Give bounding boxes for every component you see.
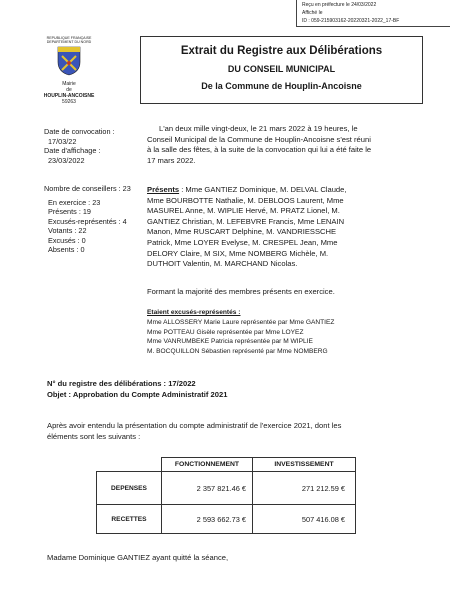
excuses-represented-count: Excusés-représentés : 4 [48, 216, 127, 226]
excused-line: M. BOCQUILLON Sébastien représenté par Mme NOMBERG [147, 348, 328, 356]
presents-line: MASUREL Anne, M. WIPLIE Hervé, M. PRATZ Lionel, M. [147, 206, 340, 216]
header-fonctionnement: FONCTIONNEMENT [162, 458, 253, 472]
presents-line: DELORY Claire, M SIX, Mme NOMBERG Michèle, M. [147, 248, 329, 258]
excused-list [147, 308, 432, 357]
council-title: DU CONSEIL MUNICIPAL [227, 64, 336, 74]
recettes-fonctionnement: 2 593 662.73 € [162, 505, 253, 534]
row-label: DEPENSES [97, 472, 162, 505]
recettes-investissement: 507 416.08 € [253, 505, 356, 534]
registry-block [47, 378, 227, 400]
presents-line: Mme BOURBOTTE Nathalie, M. DEBLOOS Laurent, Mme [147, 195, 344, 205]
presents-line: Manon, Mme RUSCART Delphine, M. VANDRIESSCHE [147, 227, 337, 237]
excuses-count: Excusés : 0 [48, 235, 86, 245]
body-line: éléments sont les suivants : [47, 432, 141, 441]
crest-header: REPUBLIQUE FRANÇAISE DEPARTEMENT DU NORD [46, 36, 92, 44]
excused-line: Mme POTTEAU Gisèle représentée par Mme LOYEZ [147, 328, 304, 336]
council-counts [44, 184, 131, 255]
presents-list [147, 185, 432, 270]
conseillers-count: Nombre de conseillers : 23 [44, 184, 131, 193]
header-investissement: INVESTISSEMENT [253, 458, 356, 472]
intro-paragraph [147, 124, 432, 166]
majority-line: Formant la majorité des membres présents en exercice. [147, 287, 335, 296]
closing-line: Madame Dominique GANTIEZ ayant quitté la séance, [47, 553, 229, 562]
document-title: Extrait du Registre aux Délibérations [180, 45, 383, 57]
intro-line: Conseil Municipal de la Commune de Houplin-Ancoisne s'est réuni [147, 134, 371, 144]
stamp-received: Reçu en préfecture le 24/03/2022 [302, 2, 377, 8]
affichage-date: 23/03/2022 [48, 155, 85, 165]
excused-line: Mme VANRUMBEKE Patricia représentée par M WIPLIE [147, 338, 313, 346]
presents-line: Patrick, Mme LOYER Evelyse, M. CRESPEL Jean, Mme [147, 237, 338, 247]
convocation-date: 17/03/22 [48, 136, 77, 146]
intro-line: à la salle des fêtes, à la suite de la convocation qui lui a été faite le [147, 145, 372, 155]
presents-line: GANTIEZ Christian, M. LEFEBVRE Francis, Mme LENAIN [147, 216, 345, 226]
prefecture-stamp [296, 0, 450, 27]
presents-label: Présents [147, 185, 180, 194]
town-crest [40, 36, 98, 105]
absents-count: Absents : 0 [48, 245, 85, 254]
shield-icon [57, 46, 81, 76]
registry-number: N° du registre des délibérations : 17/2022 [47, 379, 196, 388]
crest-commune: HOUPLIN-ANCOISNE [43, 93, 95, 99]
title-box [140, 36, 423, 104]
commune-title: De la Commune de Houplin-Ancoisne [201, 81, 362, 91]
intro-line: 17 mars 2022. [147, 155, 196, 165]
affichage-label: Date d'affichage : [44, 146, 101, 155]
exercice-count: En exercice : 23 [48, 197, 101, 207]
crest-de: de [66, 87, 72, 93]
registry-object: Objet : Approbation du Compte Administratif 2021 [47, 390, 228, 399]
body-text [47, 420, 437, 442]
financial-table [96, 457, 356, 534]
body-line: Après avoir entendu la présentation du compte administratif de l'exercice 2021, dont les [47, 421, 342, 430]
table-corner [97, 458, 162, 472]
convocation-label: Date de convocation : [44, 127, 115, 136]
votants-count: Votants : 22 [48, 226, 87, 235]
table-row [97, 505, 356, 534]
depenses-fonctionnement: 2 357 821.46 € [162, 472, 253, 505]
crest-mairie: Mairie [62, 81, 76, 87]
intro-line: L'an deux mille vingt-deux, le 21 mars 2022 à 19 heures, le [159, 124, 358, 133]
crest-code: 59263 [62, 99, 76, 105]
presents-line: : Mme GANTIEZ Dominique, M. DELVAL Claude, [179, 185, 347, 194]
presents-count: Présents : 19 [48, 207, 91, 216]
excused-line: Mme ALLOSSERY Marie Laure représentée par Mme GANTIEZ [147, 318, 335, 326]
excused-label: Etaient excusés-représentés : [147, 309, 241, 316]
presents-line: DUTHOIT Valentin, M. MARCHAND Nicolas. [147, 259, 298, 269]
row-label: RECETTES [97, 505, 162, 534]
convocation-info [44, 127, 115, 165]
stamp-posted: Affiché le [302, 10, 323, 16]
depenses-investissement: 271 212.59 € [253, 472, 356, 505]
stamp-id: ID : 059-215903162-20220321-2022_17-BF [302, 18, 400, 24]
table-row [97, 472, 356, 505]
